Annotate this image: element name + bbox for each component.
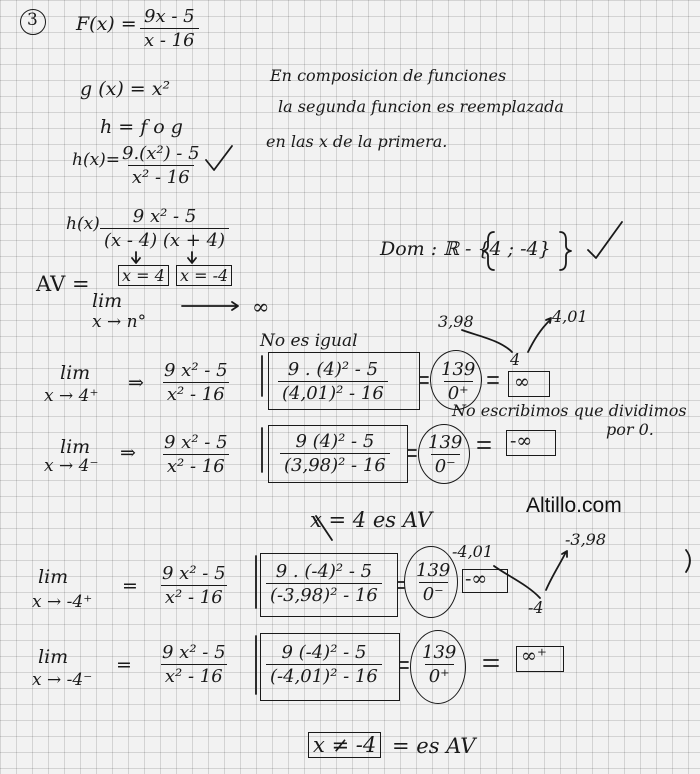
limit-lim: lim	[38, 646, 69, 668]
equals-icon	[398, 582, 404, 588]
arrow-icon	[546, 551, 567, 590]
equals-icon	[420, 377, 428, 383]
limit-result-den: 0⁺	[444, 381, 473, 404]
equals-icon	[488, 377, 498, 383]
note-line-1: En composicion de funciones	[270, 66, 507, 85]
limit-expression-num: 9 x² - 5	[162, 563, 226, 584]
general-limit-lim: lim	[92, 290, 123, 312]
arrow-down-icon	[188, 252, 196, 263]
limit-result-num: 139	[428, 432, 463, 453]
limit-evaluation-den: (4,01)² - 16	[278, 381, 388, 404]
limit-evaluation-den: (-3,98)² - 16	[266, 583, 382, 606]
limit-evaluation-num: 9 . (4)² - 5	[287, 359, 379, 380]
limit-lim: lim	[60, 436, 91, 458]
h-numerator: 9.(x²) - 5	[122, 143, 200, 164]
annotation-neg398: -3,98	[565, 530, 607, 549]
conclusion-av-neg4-box: x ≠ -4	[308, 732, 381, 758]
limit-operator: =	[122, 575, 138, 597]
arrow-right-icon	[182, 302, 238, 310]
f-denominator: x - 16	[140, 28, 199, 51]
limit-result-den: 0⁻	[431, 454, 460, 477]
limit-sub: x → 4⁻	[44, 456, 99, 476]
limit-final: -∞	[510, 430, 533, 452]
arrow-icon	[494, 566, 540, 598]
limit-final: -∞	[465, 568, 488, 590]
conclusion-av-4: x = 4 es AV	[310, 508, 432, 532]
watermark: Altillo.com	[526, 494, 622, 517]
limit-result-num: 139	[416, 560, 451, 581]
limit-expression-den: x² - 16	[161, 585, 227, 608]
general-limit-sub: x → n°	[92, 312, 147, 332]
f-definition-lhs: F(x) =	[76, 13, 137, 35]
limit-final: ∞	[514, 371, 530, 393]
limit-operator: ⇒	[120, 442, 136, 464]
limit-sub: x → 4⁺	[44, 386, 99, 406]
brace-left-icon	[483, 232, 494, 270]
limit-operator: ⇒	[128, 372, 144, 394]
limit-evaluation-num: 9 (-4)² - 5	[281, 642, 367, 663]
limit-sub: x → -4⁻	[32, 670, 93, 690]
equals-icon	[478, 442, 490, 448]
limit-result-num: 139	[441, 359, 476, 380]
limit-operator: =	[116, 654, 132, 676]
limit-evaluation-num: 9 . (-4)² - 5	[275, 561, 373, 582]
equals-icon	[484, 660, 498, 666]
h-definition-lhs: h(x)=	[72, 150, 121, 170]
annotation-not-equal: No es igual	[260, 331, 358, 351]
annotation-398: 3,98	[438, 312, 474, 331]
limit-result-den: 0⁻	[419, 582, 448, 605]
annotation-401: 4,01	[552, 307, 588, 326]
limit-expression-den: x² - 16	[163, 454, 229, 477]
h-factored-lhs: h(x)	[66, 214, 100, 234]
h-factored-denominator: (x - 4) (x + 4)	[100, 228, 229, 251]
limit-lim: lim	[60, 362, 91, 384]
limit-expression-num: 9 x² - 5	[162, 642, 226, 663]
strike-icon	[316, 516, 332, 540]
checkmark-icon	[206, 146, 232, 170]
limit-result-num: 139	[422, 642, 457, 663]
limit-expression-num: 9 x² - 5	[164, 432, 228, 453]
annotation-neg4: -4	[528, 598, 544, 617]
av-box-2: x = -4	[176, 265, 232, 286]
general-limit-result: ∞	[252, 295, 270, 319]
equals-icon	[408, 450, 416, 456]
annotation-no-divide-1: No escribimos que dividimos	[452, 401, 687, 420]
arrow-down-icon	[132, 252, 140, 263]
limit-lim: lim	[38, 566, 69, 588]
av-label: AV =	[36, 272, 90, 296]
checkmark-icon	[588, 222, 622, 258]
limit-final: ∞⁺	[521, 645, 547, 667]
limit-expression-den: x² - 16	[161, 664, 227, 687]
limit-evaluation-den: (3,98)² - 16	[280, 453, 390, 476]
limit-expression-den: x² - 16	[163, 382, 229, 405]
conclusion-av-neg4-text: = es AV	[392, 734, 476, 758]
annotation-neg401: -4,01	[452, 542, 494, 561]
exercise-number: 3	[27, 10, 38, 30]
brace-right-icon	[560, 232, 571, 270]
annotation-4: 4	[510, 350, 521, 369]
equals-icon	[400, 662, 408, 668]
f-numerator: 9x - 5	[144, 6, 195, 27]
arrow-icon	[462, 330, 512, 352]
limit-evaluation-num: 9 (4)² - 5	[295, 431, 375, 452]
limit-expression-num: 9 x² - 5	[164, 360, 228, 381]
g-definition: g (x) = x²	[80, 78, 171, 100]
note-line-2: la segunda funcion es reemplazada	[278, 97, 564, 116]
note-line-3: en las x de la primera.	[266, 132, 448, 151]
h-denominator: x² - 16	[128, 165, 194, 188]
h-factored-numerator: 9 x² - 5	[132, 206, 197, 227]
limit-evaluation-den: (-4,01)² - 16	[266, 664, 382, 687]
limit-sub: x → -4⁺	[32, 592, 93, 612]
limit-result-den: 0⁺	[425, 664, 454, 687]
page-mark-icon	[686, 550, 690, 572]
domain-statement: Dom : ℝ - {4 ; -4}	[380, 238, 551, 260]
av-box-1: x = 4	[118, 265, 169, 286]
h-composition: h = f o g	[100, 116, 183, 138]
annotation-no-divide-2: por 0.	[606, 420, 654, 439]
arrow-icon	[528, 318, 551, 352]
